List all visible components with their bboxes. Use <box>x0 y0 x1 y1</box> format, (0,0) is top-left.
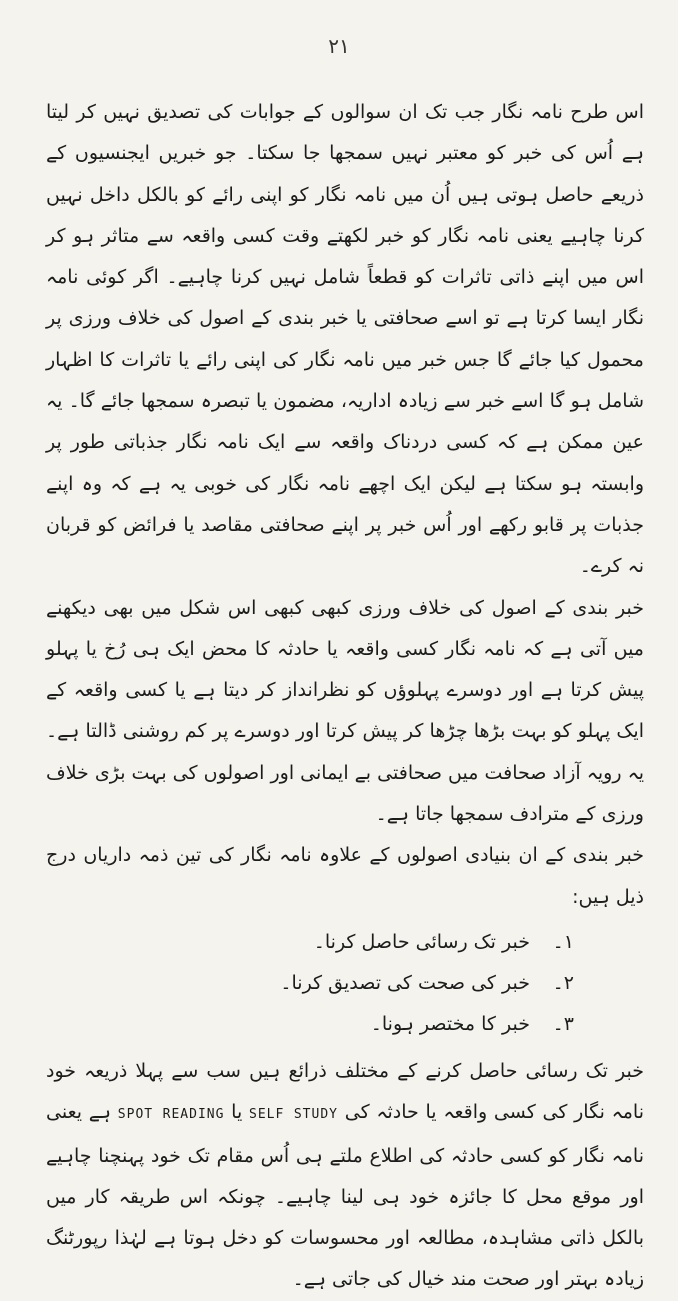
list-item-number: ۲۔ <box>552 971 574 994</box>
paragraph-4-connector: یا <box>231 1101 243 1124</box>
paragraph-1: اس طرح نامہ نگار جب تک ان سوالوں کے جوابات کی تصدیق نہیں کر لیتا ہے اُس کی خبر کو معتبر نہیں سمجھا جا سکتا۔ جو خبریں ایجنسیوں کے ذریعے حاصل ہوتی ہیں اُن میں نامہ نگار کو اپنی رائے کو بالکل داخل نہیں کرنا چاہیے یعنی نامہ نگار کو خبر لکھتے وقت کسی واقعہ سے متاثر ہو کر اس میں اپنے ذاتی تاثرات کو قطعاً شامل نہیں کرنا چاہیے۔ اگر کوئی نامہ نگار ایسا کرتا ہے تو اسے صحافتی یا خبر بندی کے اصول کی خلاف ورزی پر محمول کیا جائے گا جس خبر میں نامہ نگار کی اپنی رائے یا تاثرات کا اظہار شامل ہو گا اسے خبر سے زیادہ اداریہ، مضمون یا تبصرہ سمجھا جائے گا۔ یہ عین ممکن ہے کہ کسی دردناک واقعہ سے ایک نامہ نگار جذباتی طور پر وابستہ ہو سکتا ہے لیکن ایک اچھے نامہ نگار کی خوبی یہ ہے کہ وہ اپنے جذبات پر قابو رکھے اور اُس خبر پر اپنے صحافتی مقاصد یا فرائض کو قربان نہ کرے۔ <box>46 101 644 578</box>
list-item-text: خبر کا مختصر ہونا۔ <box>370 1012 530 1035</box>
paragraph-4-part-1: خبر تک رسائی حاصل کرنے کے مختلف ذرائع ہیں سب سے پہلا ذریعہ خود نامہ نگار کی کسی واقعہ یا حادثہ کی <box>46 1059 644 1124</box>
paragraph-3: خبر بندی کے ان بنیادی اصولوں کے علاوہ نامہ نگار کی تین ذمہ داریاں درج ذیل ہیں: <box>46 844 644 908</box>
latin-term-spot-reading: SPOT READING <box>117 1107 225 1123</box>
list-item-text: خبر کی صحت کی تصدیق کرنا۔ <box>280 971 530 994</box>
list-item-text: خبر تک رسائی حاصل کرنا۔ <box>313 930 530 953</box>
list-item-number: ۳۔ <box>552 1012 574 1035</box>
list-item-number: ١۔ <box>552 930 574 953</box>
paragraph-4-part-2: ہے یعنی نامہ نگار کو کسی حادثہ کی اطلاع ملتے ہی اُس مقام تک خود پہنچنا چاہیے اور موقع محل کا جائزہ خود ہی لینا چاہیے۔ چونکہ اس طریقہ کار میں بالکل ذاتی مشاہدہ، مطالعہ اور محسوسات کو دخل ہوتا ہے لہٰذا رپورٹنگ زیادہ بہتر اور صحت مند خیال کی جاتی ہے۔ <box>46 1101 644 1291</box>
list-item <box>46 1004 644 1045</box>
paragraph-2: خبر بندی کے اصول کی خلاف ورزی کبھی کبھی اس شکل میں بھی دیکھنے میں آتی ہے کہ نامہ نگار کسی واقعہ یا حادثہ کا محض ایک ہی رُخ یا پہلو پیش کرتا ہے اور دوسرے پہلوؤں کو نظرانداز کر دیتا ہے یا کسی واقعہ کے ایک پہلو کو بہت بڑھا چڑھا کر پیش کرتا اور دوسرے پر کم روشنی ڈالتا ہے۔ یہ رویہ آزاد صحافت میں صحافتی بے ایمانی اور اصولوں کی بہت بڑی خلاف ورزی کے مترادف سمجھا جاتا ہے۔ <box>46 596 644 826</box>
paragraph-4 <box>46 1051 644 1301</box>
page-number: ۲۱ <box>328 34 350 58</box>
page-body <box>46 92 644 1301</box>
latin-term-self-study: SELF STUDY <box>249 1107 338 1123</box>
responsibilities-list <box>46 922 644 1045</box>
list-item <box>46 963 644 1004</box>
list-item <box>46 922 644 963</box>
